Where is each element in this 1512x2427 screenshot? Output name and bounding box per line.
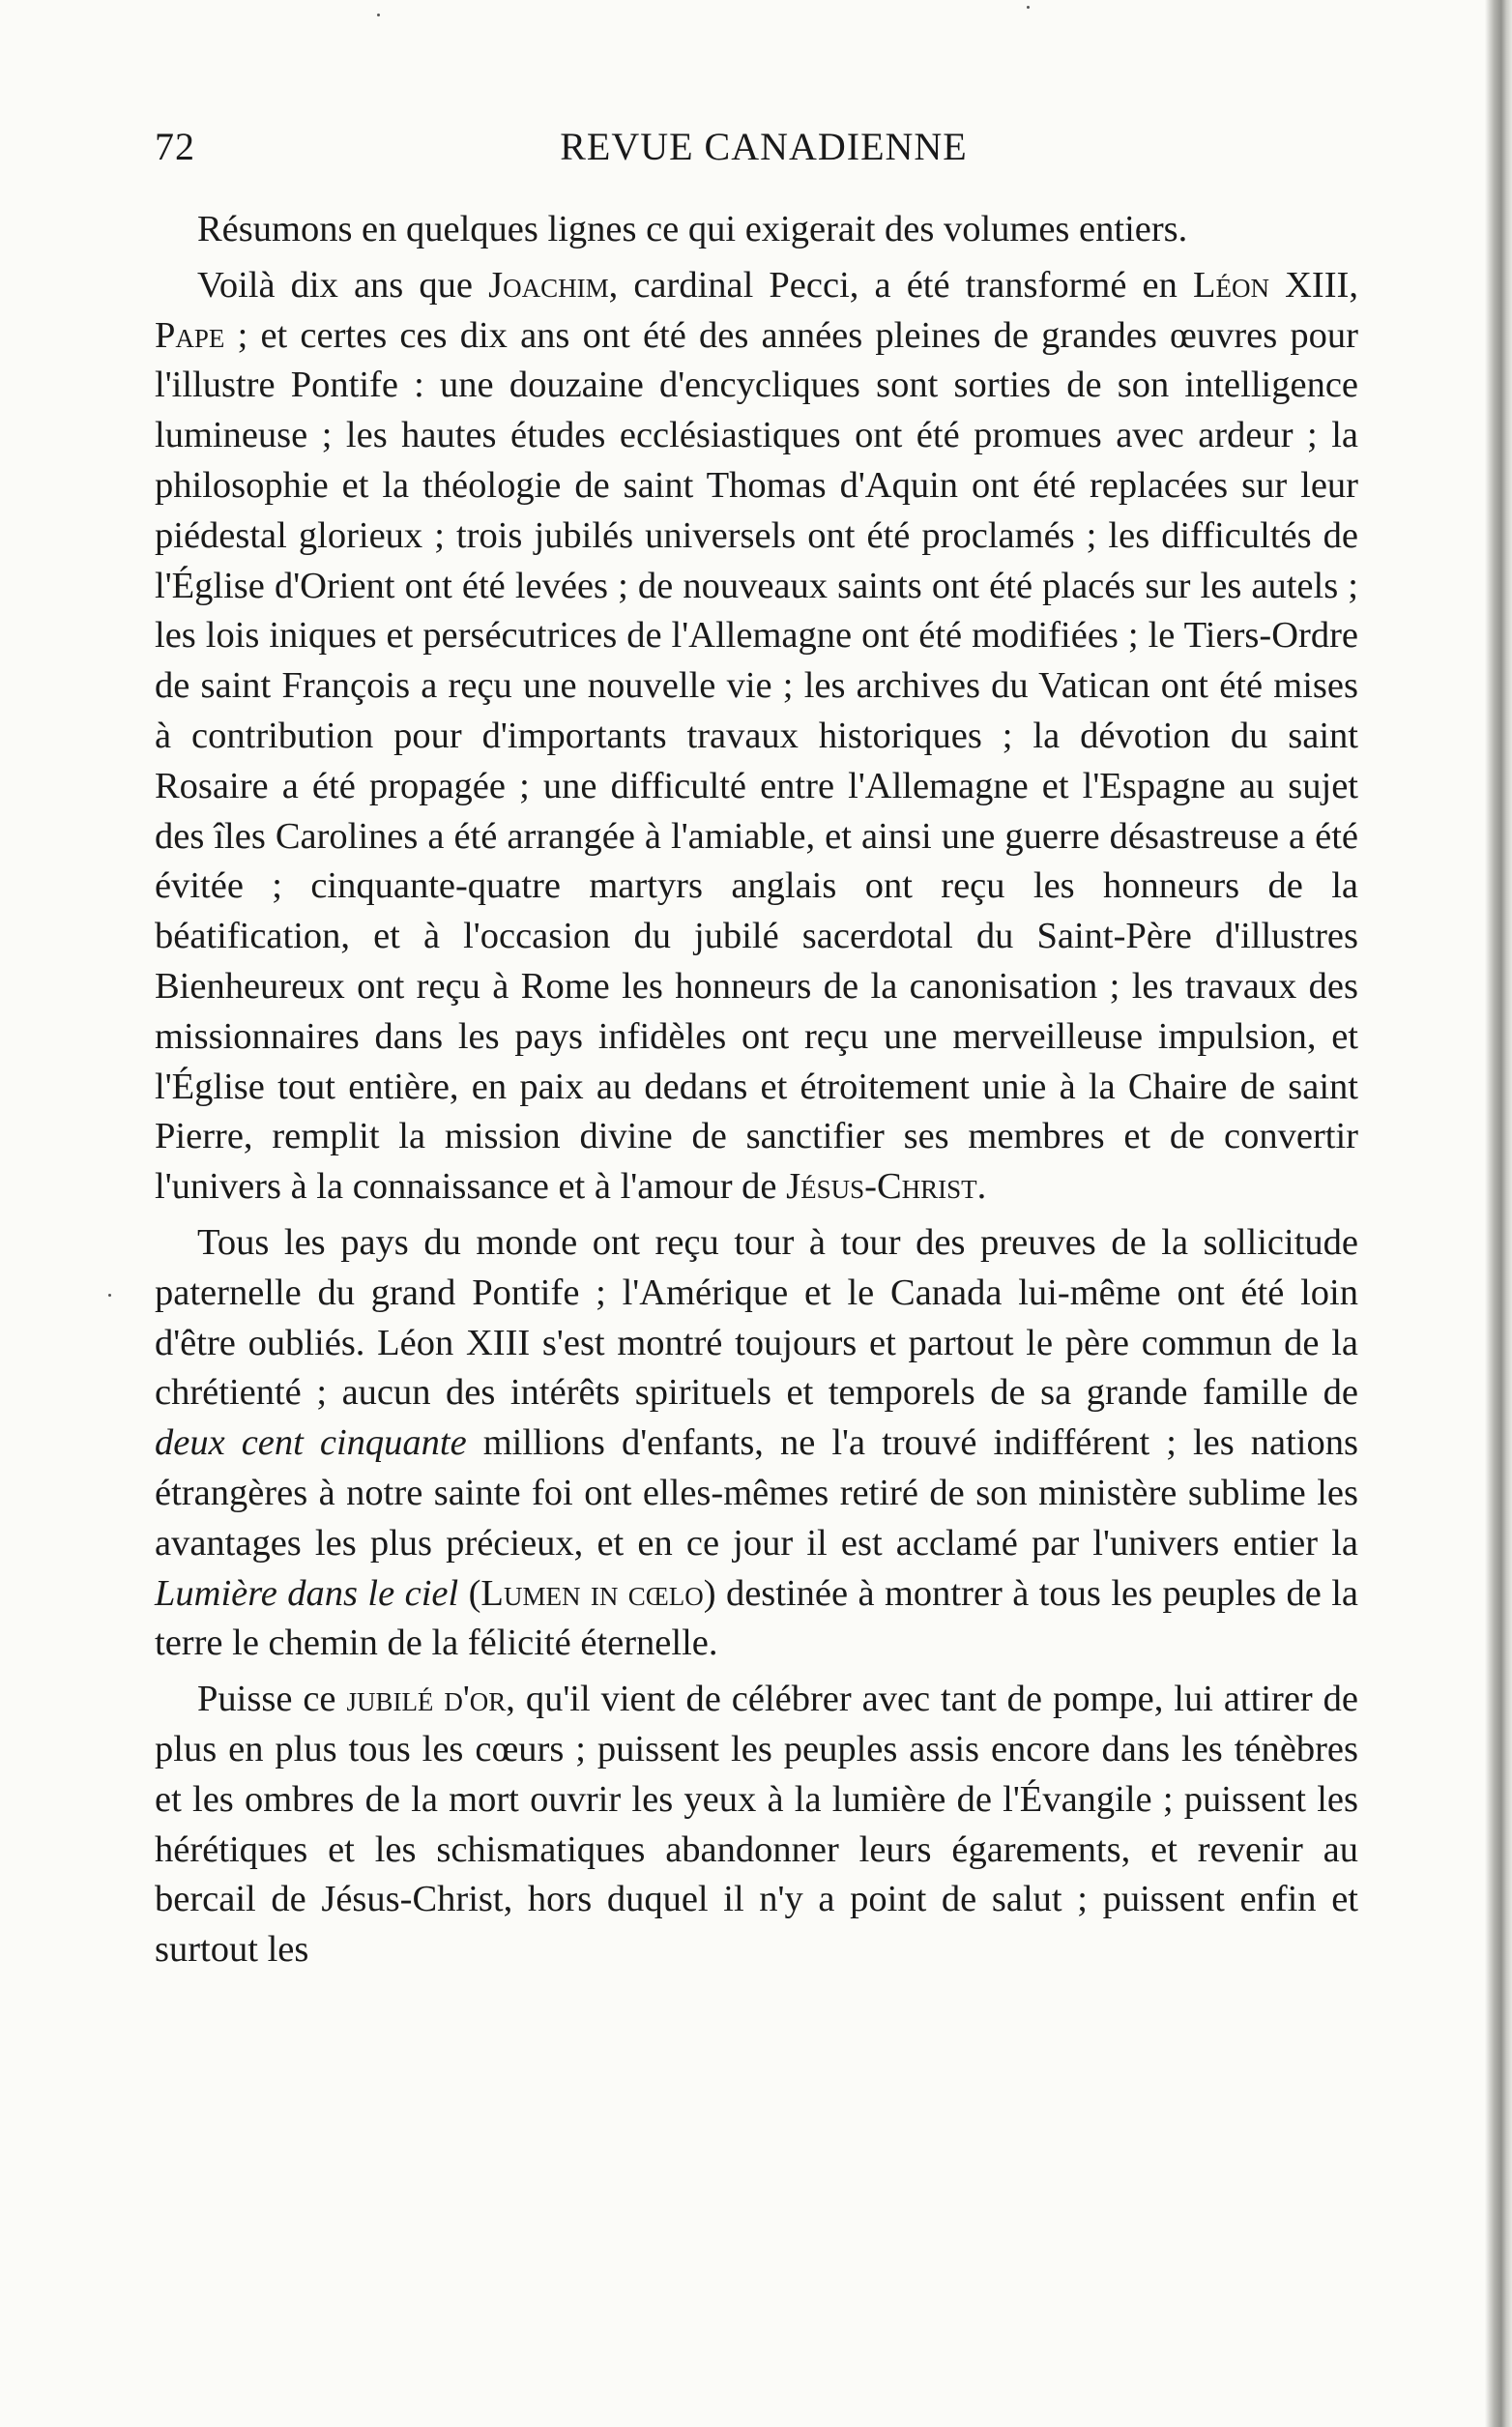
body-text bbox=[155, 205, 1358, 1975]
page-number: 72 bbox=[155, 125, 195, 168]
paragraph-3-text-e: ( bbox=[458, 1572, 481, 1614]
paragraph-2-text-c: , cardinal Pecci, a été transformé en bbox=[608, 264, 1193, 306]
scan-speck bbox=[108, 1294, 111, 1297]
scan-page-edge bbox=[1485, 0, 1512, 2427]
paragraph-3-text-a: Tous les pays du monde ont reçu tour à tour des preuves de la sollicitude paternelle du grand Pontife ; l'Amérique et le Canada lui-même ont été loin d'être oubliés. Léon XIII s'est montré toujours et partout le père commun de la chrétienté ; aucun des intérêts spirituels et temporels de sa grande famille de bbox=[155, 1221, 1358, 1414]
paragraph-3-text-g: ) destinée à montrer à tous les peuples de la terre le chemin de la félicité éternelle. bbox=[155, 1572, 1359, 1664]
scan-speck bbox=[377, 14, 380, 16]
paragraph-4-text-c: , qu'il vient de célébrer avec tant de pompe, lui attirer de plus en plus tous les cœurs ; puissent les peuples assis encore dans les ténèbres et les ombres de la mort ouvrir les yeux à la lumière de l'Évangile ; puissent les hérétiques et les schismatiques abandonner leurs égarements, et revenir au bercail de Jésus-Christ, hors duquel il n'y a point de salut ; puissent enfin et surtout les bbox=[155, 1679, 1358, 1971]
name-jesus-christ: Jésus-Christ bbox=[786, 1166, 977, 1208]
paragraph-1-text: Résumons en quelques lignes ce qui exigerait des volumes entiers. bbox=[197, 209, 1188, 249]
paragraph-3 bbox=[155, 1218, 1358, 1669]
page-header bbox=[155, 124, 1373, 174]
paragraph-2-text-e: XIII, bbox=[1269, 264, 1358, 306]
italic-deux-cent-cinquante: deux cent cinquante bbox=[155, 1422, 467, 1464]
latin-lumen-in-coelo: Lumen in cœlo bbox=[480, 1572, 704, 1614]
paragraph-3-text-c: millions d'enfants, ne l'a trouvé indifférent ; les nations étrangères à notre sainte foi ont elles-mêmes retiré de son ministère sublime les avantages les plus précieux, et en ce jour il est acclamé par l'univers entier la bbox=[155, 1422, 1358, 1564]
running-title: REVUE CANADIENNE bbox=[560, 125, 968, 168]
paragraph-2-text-i: . bbox=[976, 1166, 987, 1208]
paragraph-2 bbox=[155, 261, 1358, 1213]
paragraph-2-text-g: ; et certes ces dix ans ont été des années pleines de grandes œuvres pour l'illustre Pontife : une douzaine d'encycliques sont sorties de son intelligence lumineuse ; les hautes études ecclésiastiques ont été promues avec ardeur ; la philosophie et la théologie de saint Thomas d'Aquin ont été replacées sur leur piédestal glorieux ; trois jubilés universels ont été proclamés ; les difficultés de l'Église d'Orient ont été levées ; de nouveaux saints ont été placés sur les autels ; les lois iniques et persécutrices de l'Allemagne ont été modifiées ; le Tiers-Ordre de saint François a reçu une nouvelle vie ; les archives du Vatican ont été mises à contribution pour d'importants travaux historiques ; la dévotion du saint Rosaire a été propagée ; une difficulté entre l'Allemagne et l'Espagne au sujet des îles Carolines a été arrangée à l'amiable, et ainsi une guerre désastreuse a été évitée ; cinquante-quatre martyrs anglais ont reçu les honneurs de la béatification, et à l'occasion du jubilé sacerdotal du Saint-Père d'illustres Bienheureux ont reçu à Rome les honneurs de la canonisation ; les travaux des missionnaires dans les pays infidèles ont reçu une merveilleuse impulsion, et l'Église tout entière, en paix au dedans et étroitement unie à la Chaire de saint Pierre, remplit la mission divine de sanctifier ses membres et de convertir l'univers à la connaissance et à l'amour de bbox=[155, 314, 1358, 1208]
name-leon: Léon bbox=[1192, 264, 1269, 306]
name-joachim: Joachim bbox=[488, 264, 609, 306]
paragraph-4 bbox=[155, 1675, 1358, 1975]
italic-lumiere-dans-le-ciel: Lumière dans le ciel bbox=[155, 1572, 459, 1614]
phrase-jubile-dor: jubilé d'or bbox=[346, 1679, 507, 1720]
paragraph-1 bbox=[155, 205, 1358, 255]
scan-speck bbox=[1027, 6, 1030, 9]
paragraph-2-text-a: Voilà dix ans que bbox=[197, 264, 489, 306]
paragraph-4-text-a: Puisse ce bbox=[197, 1679, 347, 1720]
title-pape: Pape bbox=[155, 314, 225, 356]
